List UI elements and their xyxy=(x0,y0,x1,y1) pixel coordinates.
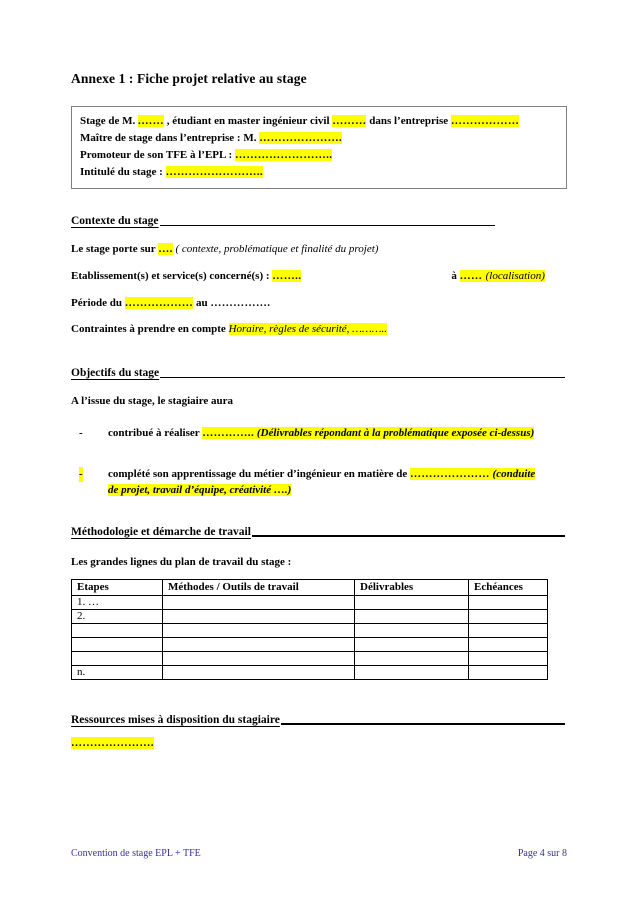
bullet2-label: complété son apprentissage du métier d’ingénieur en matière de xyxy=(108,468,410,481)
contexte-localisation-blank: …… xyxy=(459,269,486,282)
contexte-etablissement-label: Etablissement(s) et service(s) concerné(s) : xyxy=(71,269,273,282)
contexte-contraintes-line xyxy=(71,323,567,337)
table-cell-echeance[interactable] xyxy=(469,665,548,679)
identity-supervisor-blank: …………………. xyxy=(259,131,343,144)
identity-box xyxy=(71,106,567,189)
page-title: Annexe 1 : Fiche projet relative au stage xyxy=(71,71,307,86)
identity-company-blank: ……………… xyxy=(450,114,520,127)
table-cell-delivrable[interactable] xyxy=(355,665,469,679)
table-cell-delivrable[interactable] xyxy=(355,609,469,623)
section-heading-methodologie xyxy=(71,522,567,539)
section-heading-ressources xyxy=(71,710,567,727)
identity-student-mid1: , étudiant en master ingénieur civil xyxy=(164,114,333,127)
ressources-blank: …………………. xyxy=(71,736,154,749)
contexte-porte-sur-line xyxy=(71,243,567,257)
contexte-contraintes-note: Horaire, règles de sécurité, ……….. xyxy=(228,323,388,336)
identity-promoter-blank: …………………….. xyxy=(234,148,333,161)
contexte-periode-line xyxy=(71,297,567,311)
table-cell-etape[interactable]: 2. xyxy=(72,609,163,623)
table-cell-etape[interactable]: 1. … xyxy=(72,595,163,609)
table-cell-echeance[interactable] xyxy=(469,595,548,609)
contexte-periode-mid: au xyxy=(193,296,211,309)
plan-de-travail-table xyxy=(71,579,548,680)
table-header-row xyxy=(72,579,548,595)
bullet-dash-icon: - xyxy=(79,426,83,439)
section-heading-contexte xyxy=(71,211,567,228)
table-cell-echeance[interactable] xyxy=(469,609,548,623)
contexte-localisation-label: à xyxy=(451,269,460,282)
table-row xyxy=(72,609,548,623)
table-cell-delivrable[interactable] xyxy=(355,637,469,651)
page-footer xyxy=(71,848,567,859)
contexte-porte-sur-label: Le stage porte sur xyxy=(71,243,159,256)
identity-student-name-blank: .…… xyxy=(138,114,164,127)
footer-page-number: Page 4 sur 8 xyxy=(517,848,567,859)
table-header-delivrables: Délivrables xyxy=(355,579,469,595)
footer-left-text: Convention de stage EPL + TFE xyxy=(71,848,201,859)
table-cell-etape[interactable] xyxy=(72,637,163,651)
contexte-etablissement-blank: …….. xyxy=(272,269,302,282)
table-cell-etape[interactable]: n. xyxy=(72,665,163,679)
bullet1-note: (Délivrables répondant à la problématique exposée ci-dessus) xyxy=(254,426,535,439)
table-cell-delivrable[interactable] xyxy=(355,595,469,609)
section-heading-objectifs-text: Objectifs du stage xyxy=(71,367,160,380)
identity-supervisor-label: Maître de stage dans l’entreprise : M. xyxy=(80,131,260,144)
table-cell-etape[interactable] xyxy=(72,651,163,665)
identity-line-supervisor xyxy=(78,130,560,147)
contexte-localisation-note: (localisation) xyxy=(485,269,545,282)
table-cell-delivrable[interactable] xyxy=(355,623,469,637)
table-header-etapes: Etapes xyxy=(72,579,163,595)
identity-student-program-blank: ……… xyxy=(332,114,367,127)
table-cell-etape[interactable] xyxy=(72,623,163,637)
section-heading-ressources-text: Ressources mises à disposition du stagiaire xyxy=(71,713,280,726)
section-heading-objectifs xyxy=(71,363,567,380)
ressources-blank-wrapper xyxy=(71,727,567,751)
identity-promoter-label: Promoteur de son TFE à l’EPL : xyxy=(80,148,235,161)
table-cell-methode[interactable] xyxy=(163,665,355,679)
table-header-echeances: Echéances xyxy=(469,579,548,595)
section-heading-methodologie-text: Méthodologie et démarche de travail xyxy=(71,525,251,538)
table-row xyxy=(72,637,548,651)
page-content xyxy=(71,0,567,751)
bullet-dash-icon: - xyxy=(79,468,83,481)
identity-title-label: Intitulé du stage : xyxy=(80,165,166,178)
table-row xyxy=(72,651,548,665)
methodologie-intro: Les grandes lignes du plan de travail du stage : xyxy=(71,555,292,568)
table-cell-methode[interactable] xyxy=(163,595,355,609)
objectifs-intro: A l’issue du stage, le stagiaire aura xyxy=(71,395,234,408)
identity-student-prefix: Stage de M. xyxy=(80,114,139,127)
table-cell-methode[interactable] xyxy=(163,637,355,651)
section-heading-contexte-text: Contexte du stage xyxy=(71,215,159,228)
identity-line-promoter xyxy=(78,147,560,164)
identity-student-mid2: dans l’entreprise xyxy=(366,114,451,127)
objectifs-bullet-1 xyxy=(71,426,567,440)
contexte-periode-label: Période du xyxy=(71,296,125,309)
contexte-periode-start-blank: ……………… xyxy=(124,296,194,309)
bullet1-label: contribué à réaliser xyxy=(108,426,203,439)
bullet2-note-part1: (conduite xyxy=(489,468,536,481)
contexte-periode-end-blank: ……………. xyxy=(210,296,271,309)
table-cell-methode[interactable] xyxy=(163,651,355,665)
table-cell-methode[interactable] xyxy=(163,623,355,637)
table-row xyxy=(72,665,548,679)
bullet2-blank: ………………… xyxy=(409,468,490,481)
contexte-contraintes-label: Contraintes à prendre en compte xyxy=(71,323,229,336)
identity-title-blank: …………………….. xyxy=(165,165,264,178)
table-cell-methode[interactable] xyxy=(163,609,355,623)
table-cell-echeance[interactable] xyxy=(469,623,548,637)
bullet1-blank: ………….. xyxy=(202,426,255,439)
table-row xyxy=(72,595,548,609)
table-cell-delivrable[interactable] xyxy=(355,651,469,665)
table-cell-echeance[interactable] xyxy=(469,637,548,651)
objectifs-bullet-2 xyxy=(71,467,567,497)
identity-line-title xyxy=(78,164,560,181)
table-header-methodes: Méthodes / Outils de travail xyxy=(163,579,355,595)
contexte-etablissement-line xyxy=(71,270,567,284)
table-row xyxy=(72,623,548,637)
contexte-porte-sur-blank: …. xyxy=(158,243,173,256)
table-cell-echeance[interactable] xyxy=(469,651,548,665)
contexte-porte-sur-note: ( contexte, problématique et finalité du projet) xyxy=(172,243,379,256)
bullet2-note-part2: de projet, travail d’équipe, créativité ….) xyxy=(108,483,292,496)
identity-line-student xyxy=(78,113,560,130)
